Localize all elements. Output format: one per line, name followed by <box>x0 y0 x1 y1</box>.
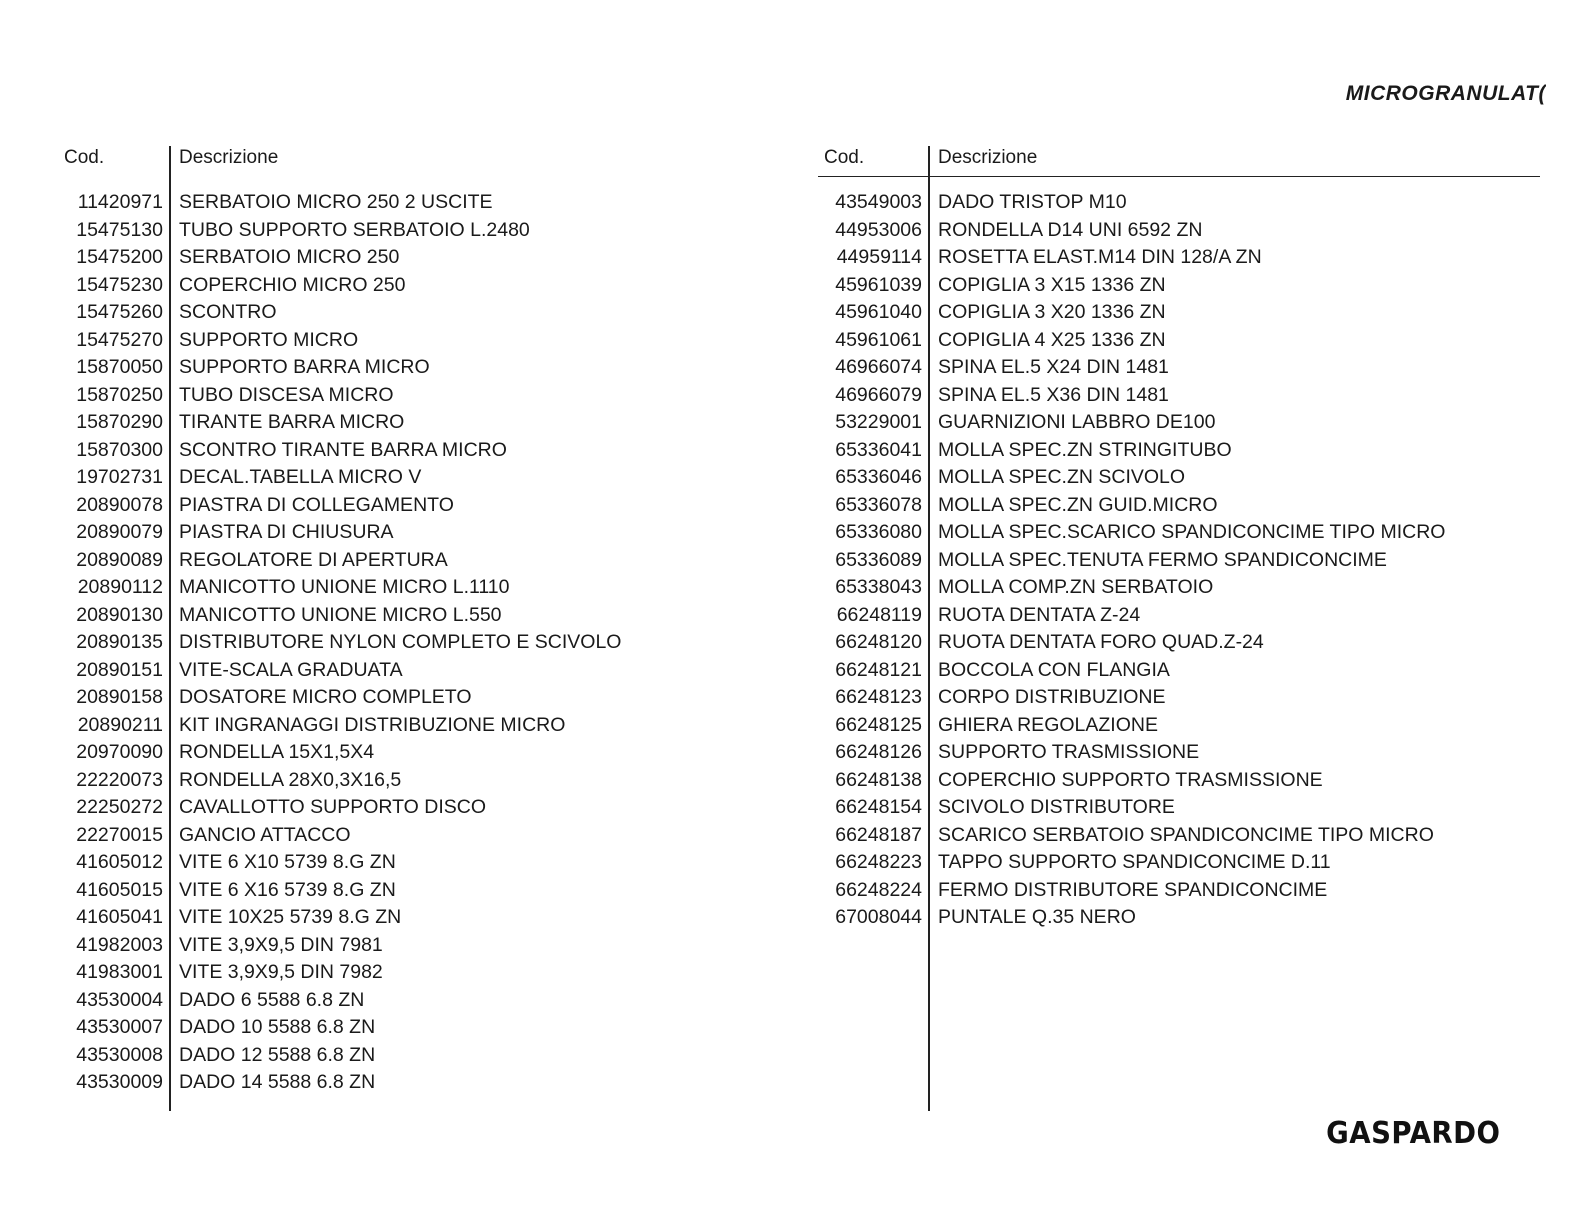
table-row <box>818 574 1540 602</box>
table-row <box>818 739 1540 767</box>
part-code: 19702731 <box>76 466 163 488</box>
part-description: FERMO DISTRIBUTORE SPANDICONCIME <box>938 878 1328 901</box>
part-code: 44953006 <box>835 218 922 241</box>
part-description: PUNTALE Q.35 NERO <box>938 906 1136 928</box>
part-code: 22270015 <box>76 823 163 846</box>
part-code: 65336078 <box>835 493 922 516</box>
part-code: 67008044 <box>835 906 922 928</box>
part-description: PIASTRA DI CHIUSURA <box>179 521 394 543</box>
table-body <box>818 189 1540 932</box>
part-description: VITE-SCALA GRADUATA <box>179 658 403 681</box>
part-code: 66248125 <box>835 713 922 736</box>
part-description: GANCIO ATTACCO <box>179 823 351 846</box>
table-row <box>818 382 1540 410</box>
part-description: TIRANTE BARRA MICRO <box>179 411 405 433</box>
part-code: 20890151 <box>76 658 163 681</box>
part-code: 46966079 <box>835 383 922 406</box>
table-row <box>818 189 1540 217</box>
page-title: MICROGRANULAT( <box>1345 82 1546 105</box>
part-description: VITE 6 X10 5739 8.G ZN <box>179 851 396 873</box>
part-description: DADO 12 5588 6.8 ZN <box>179 1043 376 1066</box>
part-code: 66248126 <box>835 741 922 763</box>
part-code: 53229001 <box>835 411 922 433</box>
table-row <box>818 767 1540 795</box>
table-row <box>58 684 818 712</box>
part-code: 66248154 <box>835 796 922 818</box>
table-row <box>58 987 818 1015</box>
part-code: 15475130 <box>76 218 163 241</box>
table-body <box>58 189 818 1097</box>
part-code: 65336089 <box>835 548 922 571</box>
part-code: 43530007 <box>76 1016 163 1038</box>
part-description: TUBO SUPPORTO SERBATOIO L.2480 <box>179 218 530 241</box>
table-row <box>58 464 818 492</box>
part-description: SUPPORTO BARRA MICRO <box>179 356 430 378</box>
table-row <box>58 244 818 272</box>
table-row <box>58 519 818 547</box>
table-row <box>58 739 818 767</box>
part-description: DADO TRISTOP M10 <box>938 191 1127 213</box>
part-description: RUOTA DENTATA Z-24 <box>938 603 1141 626</box>
table-row <box>58 382 818 410</box>
part-description: SCONTRO TIRANTE BARRA MICRO <box>179 438 507 461</box>
table-row <box>58 712 818 740</box>
part-code: 20890158 <box>76 686 163 708</box>
table-row <box>818 327 1540 355</box>
parts-table-right <box>818 146 1540 928</box>
part-description: PIASTRA DI COLLEGAMENTO <box>179 493 454 516</box>
table-row <box>818 849 1540 877</box>
part-description: DADO 10 5588 6.8 ZN <box>179 1016 376 1038</box>
part-code: 15870300 <box>76 438 163 461</box>
part-code: 15475270 <box>76 328 163 351</box>
table-row <box>58 877 818 905</box>
table-row <box>818 244 1540 272</box>
table-row <box>58 602 818 630</box>
part-code: 20970090 <box>76 741 163 763</box>
table-row <box>58 794 818 822</box>
part-description: RONDELLA D14 UNI 6592 ZN <box>938 218 1203 241</box>
part-description: ROSETTA ELAST.M14 DIN 128/A ZN <box>938 246 1262 268</box>
table-row <box>818 822 1540 850</box>
part-description: CORPO DISTRIBUZIONE <box>938 686 1166 708</box>
part-code: 66248138 <box>835 768 922 791</box>
part-description: DADO 6 5588 6.8 ZN <box>179 988 365 1011</box>
part-code: 43549003 <box>835 191 922 213</box>
part-description: VITE 6 X16 5739 8.G ZN <box>179 878 396 901</box>
table-row <box>58 437 818 465</box>
part-code: 20890078 <box>76 493 163 516</box>
part-description: RONDELLA 15X1,5X4 <box>179 741 375 763</box>
table-row <box>818 712 1540 740</box>
table-row <box>58 217 818 245</box>
part-description: SPINA EL.5 X36 DIN 1481 <box>938 383 1169 406</box>
table-row <box>818 629 1540 657</box>
part-description: VITE 3,9X9,5 DIN 7982 <box>179 961 383 983</box>
table-row <box>818 409 1540 437</box>
part-code: 15870250 <box>76 383 163 406</box>
part-description: COPERCHIO SUPPORTO TRASMISSIONE <box>938 768 1323 791</box>
part-description: SERBATOIO MICRO 250 <box>179 246 400 268</box>
part-description: RUOTA DENTATA FORO QUAD.Z-24 <box>938 631 1264 653</box>
table-row <box>58 1042 818 1070</box>
table-row <box>58 849 818 877</box>
part-description: DECAL.TABELLA MICRO V <box>179 466 422 488</box>
part-code: 41605012 <box>76 851 163 873</box>
part-description: SUPPORTO MICRO <box>179 328 359 351</box>
part-code: 22250272 <box>76 796 163 818</box>
part-code: 15870290 <box>76 411 163 433</box>
part-code: 66248120 <box>835 631 922 653</box>
table-row <box>58 904 818 932</box>
table-row <box>818 272 1540 300</box>
part-code: 66248224 <box>835 878 922 901</box>
part-code: 41983001 <box>76 961 163 983</box>
table-row <box>58 299 818 327</box>
table-row <box>818 877 1540 905</box>
part-code: 22220073 <box>76 768 163 791</box>
table-row <box>818 437 1540 465</box>
part-description: MOLLA SPEC.ZN STRINGITUBO <box>938 438 1232 461</box>
part-code: 43530008 <box>76 1043 163 1066</box>
part-description: DADO 14 5588 6.8 ZN <box>179 1071 376 1093</box>
description-column-header: Descrizione <box>179 147 279 168</box>
part-code: 43530009 <box>76 1071 163 1093</box>
table-row <box>58 629 818 657</box>
part-code: 15870050 <box>76 356 163 378</box>
table-row <box>818 547 1540 575</box>
table-row <box>818 684 1540 712</box>
part-description: MOLLA SPEC.ZN SCIVOLO <box>938 466 1186 488</box>
part-code: 43530004 <box>76 988 163 1011</box>
part-description: DOSATORE MICRO COMPLETO <box>179 686 472 708</box>
table-row <box>818 354 1540 382</box>
part-description: MANICOTTO UNIONE MICRO L.1110 <box>179 576 510 598</box>
part-code: 65338043 <box>835 576 922 598</box>
table-row <box>58 767 818 795</box>
part-code: 20890089 <box>76 548 163 571</box>
table-row <box>58 657 818 685</box>
part-description: SCIVOLO DISTRIBUTORE <box>938 796 1175 818</box>
part-code: 66248121 <box>835 658 922 681</box>
part-code: 20890135 <box>76 631 163 653</box>
table-row <box>818 464 1540 492</box>
table-row <box>58 959 818 987</box>
parts-table-left <box>58 146 818 1093</box>
part-description: TAPPO SUPPORTO SPANDICONCIME D.11 <box>938 851 1331 873</box>
part-description: SCONTRO <box>179 301 277 323</box>
part-description: MOLLA SPEC.TENUTA FERMO SPANDICONCIME <box>938 548 1387 571</box>
part-code: 20890079 <box>76 521 163 543</box>
part-code: 66248223 <box>835 851 922 873</box>
part-description: DISTRIBUTORE NYLON COMPLETO E SCIVOLO <box>179 631 622 653</box>
table-row <box>818 794 1540 822</box>
part-code: 65336080 <box>835 521 922 543</box>
code-column-header: Cod. <box>64 147 105 168</box>
part-description: CAVALLOTTO SUPPORTO DISCO <box>179 796 487 818</box>
brand-logo: GASPARDO <box>1325 1116 1500 1151</box>
table-row <box>58 822 818 850</box>
part-description: MOLLA COMP.ZN SERBATOIO <box>938 576 1214 598</box>
table-row <box>818 519 1540 547</box>
part-code: 20890130 <box>76 603 163 626</box>
part-description: VITE 3,9X9,5 DIN 7981 <box>179 933 383 956</box>
table-row <box>58 574 818 602</box>
part-description: RONDELLA 28X0,3X16,5 <box>179 768 402 791</box>
part-description: MANICOTTO UNIONE MICRO L.550 <box>179 603 502 626</box>
table-row <box>58 932 818 960</box>
part-code: 20890112 <box>77 576 163 598</box>
table-row <box>818 657 1540 685</box>
table-row <box>818 492 1540 520</box>
description-column-header: Descrizione <box>938 147 1038 168</box>
part-code: 44959114 <box>836 246 922 268</box>
part-code: 66248187 <box>835 823 922 846</box>
table-row <box>58 1014 818 1042</box>
part-code: 46966074 <box>835 356 922 378</box>
part-code: 15475230 <box>76 273 163 296</box>
table-row <box>58 492 818 520</box>
part-description: SCARICO SERBATOIO SPANDICONCIME TIPO MICRO <box>938 823 1434 846</box>
part-description: REGOLATORE DI APERTURA <box>179 548 448 571</box>
part-description: MOLLA SPEC.ZN GUID.MICRO <box>938 493 1218 516</box>
part-description: MOLLA SPEC.SCARICO SPANDICONCIME TIPO MICRO <box>938 521 1446 543</box>
part-description: SPINA EL.5 X24 DIN 1481 <box>938 356 1169 378</box>
part-description: BOCCOLA CON FLANGIA <box>938 658 1170 681</box>
table-row <box>58 1069 818 1097</box>
part-code: 65336046 <box>835 466 922 488</box>
table-row <box>818 217 1540 245</box>
part-description: SUPPORTO TRASMISSIONE <box>938 741 1200 763</box>
part-description: COPERCHIO MICRO 250 <box>179 273 406 296</box>
table-row <box>58 409 818 437</box>
part-code: 45961039 <box>835 273 922 296</box>
code-column-header: Cod. <box>824 147 865 168</box>
part-code: 20890211 <box>77 713 163 736</box>
part-description: GUARNIZIONI LABBRO DE100 <box>938 411 1216 433</box>
part-description: COPIGLIA 3 X20 1336 ZN <box>938 301 1166 323</box>
part-code: 66248123 <box>835 686 922 708</box>
table-row <box>58 272 818 300</box>
table-row <box>58 189 818 217</box>
part-description: GHIERA REGOLAZIONE <box>938 713 1158 736</box>
table-row <box>58 327 818 355</box>
table-row <box>58 547 818 575</box>
part-description: VITE 10X25 5739 8.G ZN <box>179 906 402 928</box>
part-description: KIT INGRANAGGI DISTRIBUZIONE MICRO <box>179 713 566 736</box>
part-code: 41982003 <box>76 933 163 956</box>
part-description: COPIGLIA 3 X15 1336 ZN <box>938 273 1166 296</box>
part-code: 41605041 <box>76 906 163 928</box>
part-code: 45961061 <box>835 328 922 351</box>
table-row <box>58 354 818 382</box>
table-row <box>818 602 1540 630</box>
part-code: 65336041 <box>835 438 922 461</box>
part-code: 15475200 <box>76 246 163 268</box>
part-code: 66248119 <box>836 603 922 626</box>
part-description: COPIGLIA 4 X25 1336 ZN <box>938 328 1166 351</box>
part-code: 15475260 <box>76 301 163 323</box>
table-header <box>818 146 1540 177</box>
table-header <box>58 146 818 176</box>
part-description: TUBO DISCESA MICRO <box>179 383 394 406</box>
table-row <box>818 904 1540 932</box>
table-row <box>818 299 1540 327</box>
part-code: 45961040 <box>835 301 922 323</box>
part-code: 11420971 <box>77 191 163 213</box>
part-description: SERBATOIO MICRO 250 2 USCITE <box>179 191 493 213</box>
part-code: 41605015 <box>76 878 163 901</box>
